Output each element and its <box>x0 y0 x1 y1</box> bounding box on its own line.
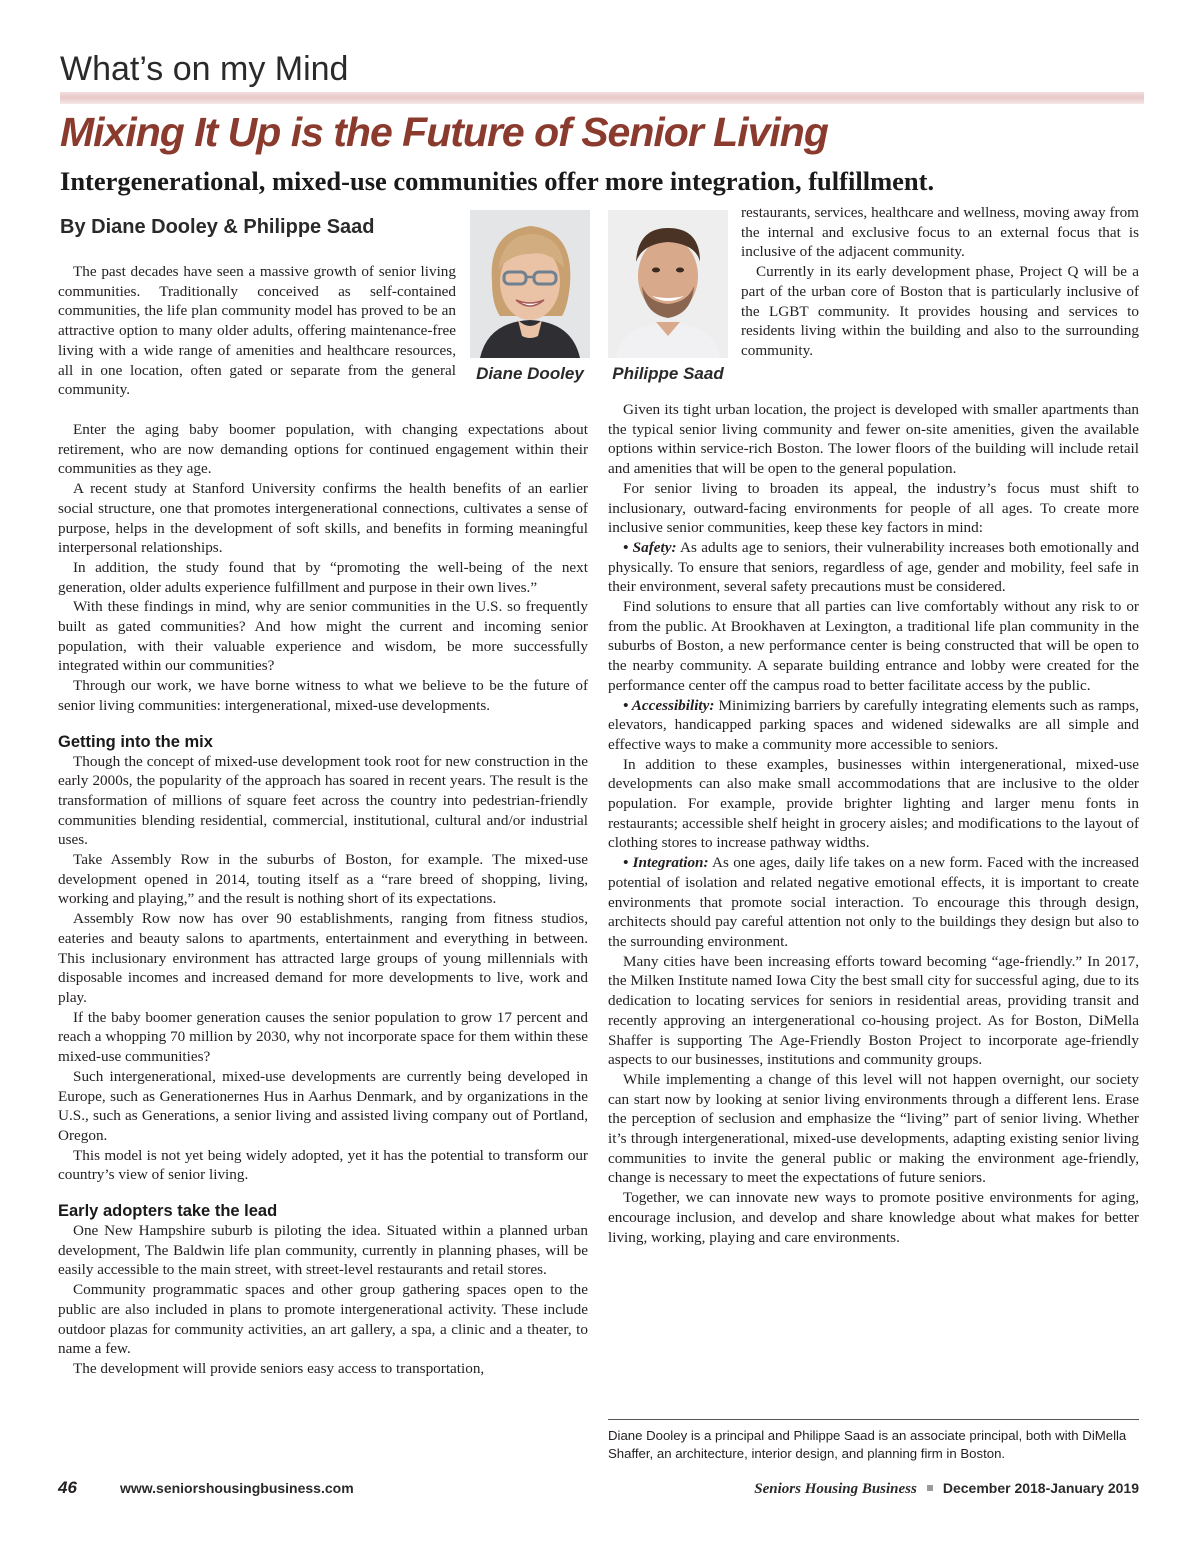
issue-date: December 2018-January 2019 <box>942 1480 1139 1496</box>
bullet-text: Minimizing barriers by carefully integrating elements such as ramps, elevators, handicapped parking spaces and widened sidewalks are all simple and effective ways to make a community more accessible to seniors. <box>608 696 1139 753</box>
paragraph: The past decades have seen a massive growth of senior living communities. Traditionally conceived as self-contained communities, the life plan community model has proved to be an attractive option to many older adults, offering maintenance-free living with a wide range of amenities and healthcare resources, all in one location, often gated or separate from the general community. <box>58 263 456 399</box>
paragraph: Given its tight urban location, the project is developed with smaller apartments than the typical senior living community and fewer on-site amenities, given the available options within service-rich Boston. The lower floors of the building will include retail and amenities that will be open to the general population. <box>608 401 1139 478</box>
paragraph: Assembly Row now has over 90 establishments, ranging from fitness studios, eateries and beauty salons to apartments, entertainment and everything in between. This inclusionary environment has attracted large groups of young millennials with disposable incomes and increased demand for more developments to live, work and play. <box>58 910 588 1006</box>
byline: By Diane Dooley & Philippe Saad <box>60 216 375 238</box>
paragraph: Though the concept of mixed-use development took root for new construction in the early 2000s, the popularity of the approach has soared in recent years. The result is the transformation of millions of square feet across the country into pedestrian-friendly communities blending residential, commercial, institutional, cultural and/or industrial uses. <box>58 752 588 849</box>
bullet-accessibility <box>608 696 1139 755</box>
paragraph: One New Hampshire suburb is piloting the idea. Situated within a planned urban development, The Baldwin life plan community, currently in planning phases, will be easily accessible to the main street, with street-level restaurants and retail stores. <box>58 1222 588 1279</box>
bullet-label: • Safety: <box>623 538 677 556</box>
philippe-saad-photo <box>608 210 728 358</box>
paragraph: If the baby boomer generation causes the senior population to grow 17 percent and reach a whopping 70 million by 2030, why not incorporate space for them within these mixed-use communities? <box>58 1008 588 1066</box>
paragraph: With these findings in mind, why are senior communities in the U.S. so frequently built as gated communities? And how might the current and incoming senior population, with their valuable experience and wisdom, be more successfully integrated within our communities? <box>58 598 588 675</box>
column-2 <box>608 400 1139 1247</box>
paragraph: Community programmatic spaces and other group gathering spaces open to the public are also included in plans to promote intergenerational activity. These include outdoor plazas for community activities, an art gallery, a spa, a clinic and a theater, to name a few. <box>58 1281 588 1358</box>
paragraph: While implementing a change of this level will not happen overnight, our society can start now by looking at senior living environments through a different lens. Erase the perception of seclusion and emphasize the “living” part of senior living. Whether it’s through intergenerational, mixed-use developments, adapting existing senior living communities to invite the general public or making the environment age-friendly, change is necessary to meet the expectations of future seniors. <box>608 1070 1139 1187</box>
column-2-intro <box>741 203 1139 361</box>
column-1-intro <box>58 262 456 400</box>
subheading-getting-into-the-mix: Getting into the mix <box>58 732 213 751</box>
subhead: Intergenerational, mixed-use communities offer more integration, fulfillment. <box>60 166 935 196</box>
bio-divider <box>608 1419 1139 1420</box>
subheading-early-adopters: Early adopters take the lead <box>58 1202 278 1221</box>
paragraph: Through our work, we have borne witness to what we believe to be the future of senior living communities: intergenerational, mixed-use developments. <box>58 677 588 714</box>
section-label: What’s on my Mind <box>60 50 349 88</box>
bullet-safety <box>608 538 1139 597</box>
paragraph: Currently in its early development phase, Project Q will be a part of the urban core of Boston that is particularly inclusive of the LGBT community. It provides housing and services to residents living within the building and also to the surrounding community. <box>741 263 1139 359</box>
headline: Mixing It Up is the Future of Senior Living <box>60 109 828 155</box>
author-bio: Diane Dooley is a principal and Philippe Saad is an associate principal, both with DiMella Shaffer, an architecture, interior design, and planning firm in Boston. <box>608 1428 1127 1461</box>
bullet-label: • Integration: <box>623 854 709 872</box>
website-link[interactable]: www.seniorshousingbusiness.com <box>120 1480 354 1496</box>
bullet-text: As adults age to seniors, their vulnerability increases both emotionally and physically. To ensure that seniors, regardless of age, gender and mobility, feel safe in their environment, several safety precautions must be considered. <box>608 538 1139 596</box>
publication-info <box>754 1480 1139 1498</box>
bullet-text: As one ages, daily life takes on a new form. Faced with the increased potential of isolation and related negative emotional effects, it is important to create environments that promote social interaction. To encourage this through design, architects should pay careful attention not only to the buildings they design but also to the surrounding environment. <box>608 854 1139 950</box>
paragraph: For senior living to broaden its appeal, the industry’s focus must shift to inclusionary, outward-facing environments for people of all ages. To create more inclusive senior communities, keep these key factors in mind: <box>608 479 1139 537</box>
caption-diane-dooley: Diane Dooley <box>476 364 584 383</box>
page-footer <box>58 1478 1139 1502</box>
section-rule <box>60 92 1144 104</box>
paragraph: Such intergenerational, mixed-use developments are currently being developed in Europe, such as Generationernes Hus in Aarhus Denmark, and by organizations in the U.S., such as Generations, a senior living and assisted living company out of Portland, Oregon. <box>58 1067 588 1144</box>
paragraph: This model is not yet being widely adopted, yet it has the potential to transform our country’s view of senior living. <box>58 1146 588 1184</box>
paragraph: Many cities have been increasing efforts toward becoming “age-friendly.” In 2017, the Milken Institute named Iowa City the best small city for successful aging, due to its dedication to locating services for seniors in residential areas, providing transit and recently approving an intergenerational co-housing project. As for Boston, DiMella Shaffer is supporting The Age-Friendly Boston Project to incorporate age-friendly aspects to our businesses, institutions and community groups. <box>608 952 1139 1069</box>
paragraph: In addition, the study found that by “promoting the well-being of the next generation, older adults experience fulfillment and purpose in their own lives.” <box>58 558 588 596</box>
paragraph: restaurants, services, healthcare and wellness, moving away from the internal and exclusive focus to an external focus that is inclusive of the adjacent community. <box>741 204 1139 261</box>
bullet-integration <box>608 853 1139 952</box>
diane-dooley-photo <box>470 210 590 358</box>
paragraph: Find solutions to ensure that all parties can live comfortably without any risk to or from the public. At Brookhaven at Lexington, a traditional life plan community in the suburbs of Boston, a new performance center is being constructed that will be open to the nearby community. A separate building entrance and lobby were created for the performance center off the campus road to better facilitate access by the public. <box>608 598 1139 694</box>
paragraph: In addition to these examples, businesses within intergenerational, mixed-use developments can also make small accommodations that are inclusive to the older population. For example, provide brighter lighting and larger menu fonts in restaurants; accessible shelf height in grocery aisles; and modifications to the layout of clothing stores to increase pathway widths. <box>608 755 1139 852</box>
page-number: 46 <box>58 1478 77 1497</box>
paragraph: Together, we can innovate new ways to promote positive environments for aging, encourage inclusion, and develop and share knowledge about what makes for better living, working, playing and care environments. <box>608 1189 1139 1246</box>
column-1 <box>58 420 588 1379</box>
paragraph: Take Assembly Row in the suburbs of Boston, for example. The mixed-use development opened in 2014, touting itself as a “rare breed of shopping, living, working and playing,” and the result is nothing short of its expectations. <box>58 851 588 908</box>
paragraph: A recent study at Stanford University confirms the health benefits of an earlier social structure, one that promotes intergenerational connections, cultivates a sense of purpose, helps in the development of soft skills, and benefits in forming meaningful interpersonal relationships. <box>58 480 588 557</box>
separator-square-icon <box>927 1485 933 1491</box>
caption-philippe-saad: Philippe Saad <box>612 364 724 383</box>
bullet-label: • Accessibility: <box>623 696 715 714</box>
paragraph: The development will provide seniors easy access to transportation, <box>73 1359 485 1377</box>
publication-name: Seniors Housing Business <box>754 1481 917 1497</box>
paragraph: Enter the aging baby boomer population, with changing expectations about retirement, who are now demanding options for continued engagement within their communities as they age. <box>58 421 588 478</box>
